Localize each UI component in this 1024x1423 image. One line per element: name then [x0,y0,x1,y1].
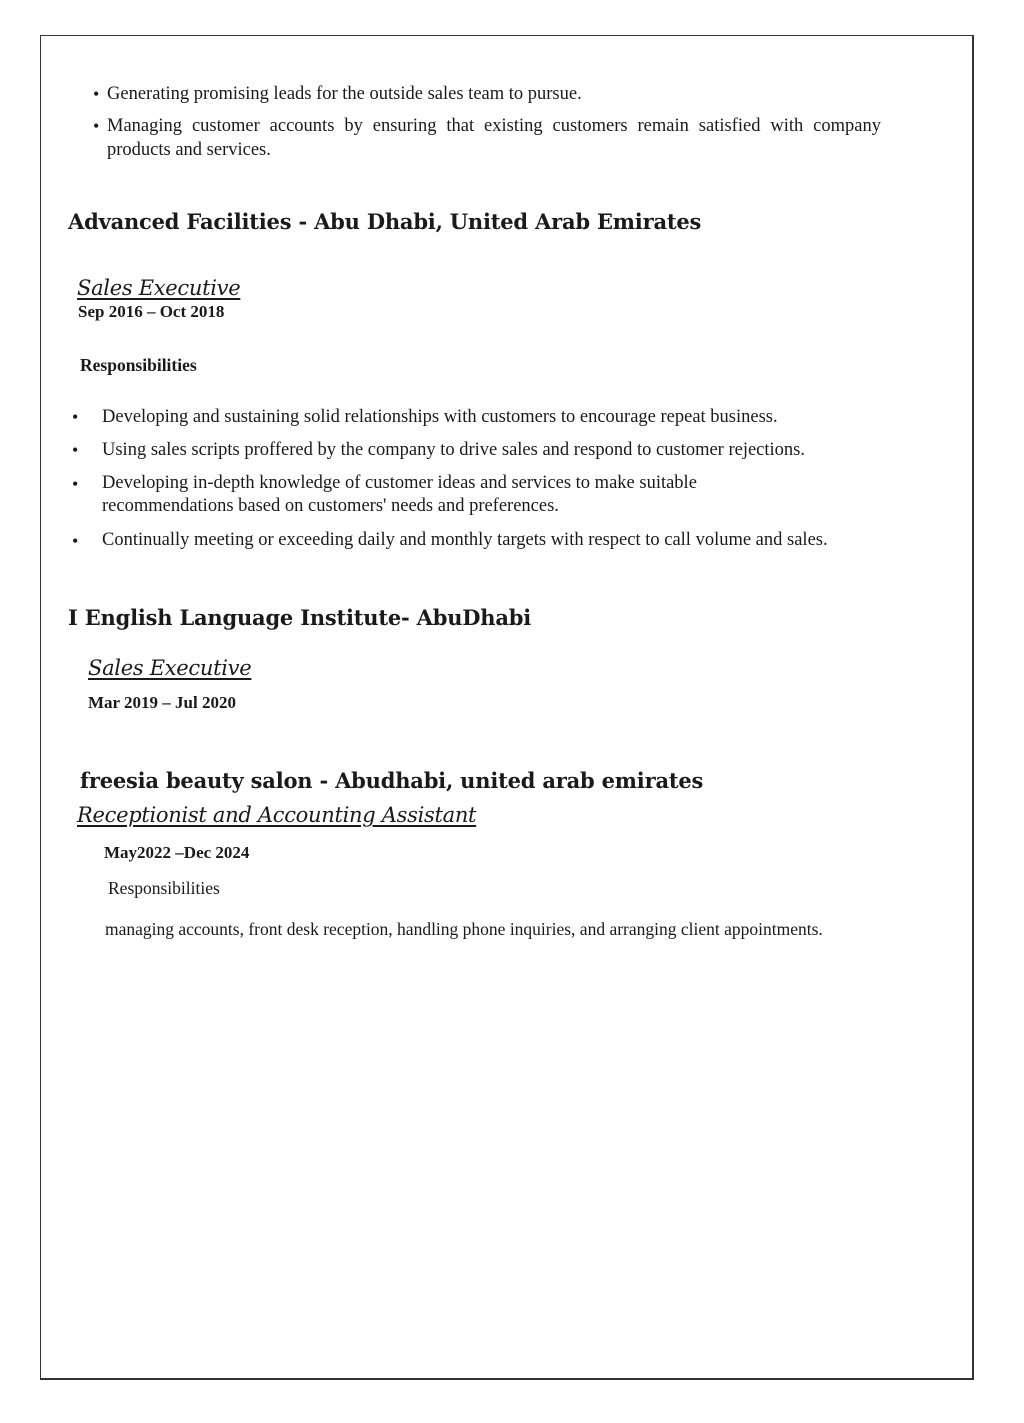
job-title: Sales Executive [77,276,241,300]
list-item: Managing customer accounts by ensuring that existing customers remain satisfied with company products and services. [107,116,881,160]
bullet-dot: • [72,474,79,494]
bullet-dot: • [72,407,79,427]
company-name: I English Language Institute- AbuDhabi [68,605,532,630]
company-name: freesia beauty salon - Abudhabi, united arab emirates [80,768,704,793]
job-dates: Mar 2019 – Jul 2020 [88,693,236,712]
job-dates: May2022 –Dec 2024 [104,843,250,862]
company-name: Advanced Facilities - Abu Dhabi, United Arab Emirates [68,209,702,234]
list-item: Developing in-depth knowledge of customer ideas and services to make suitable recommendations based on customers' needs and preferences. [102,473,697,516]
list-item: Using sales scripts proffered by the company to drive sales and respond to customer rejections. [102,440,805,460]
responsibilities-heading: Responsibilities [108,878,220,898]
job-title: Receptionist and Accounting Assistant [77,803,477,827]
responsibilities-heading: Responsibilities [80,355,197,375]
job-title: Sales Executive [88,656,252,680]
list-item: Developing and sustaining solid relationships with customers to encourage repeat business. [102,407,778,427]
bullet-dot: • [93,84,100,104]
list-item: Generating promising leads for the outside sales team to pursue. [107,84,582,104]
bullet-dot: • [72,531,79,551]
job-dates: Sep 2016 – Oct 2018 [78,302,225,321]
list-item: Continually meeting or exceeding daily and monthly targets with respect to call volume and sales. [102,530,828,550]
bullet-dot: • [72,440,79,460]
job-description: managing accounts, front desk reception, handling phone inquiries, and arranging client appointments. [105,919,823,939]
bullet-dot: • [93,116,100,136]
